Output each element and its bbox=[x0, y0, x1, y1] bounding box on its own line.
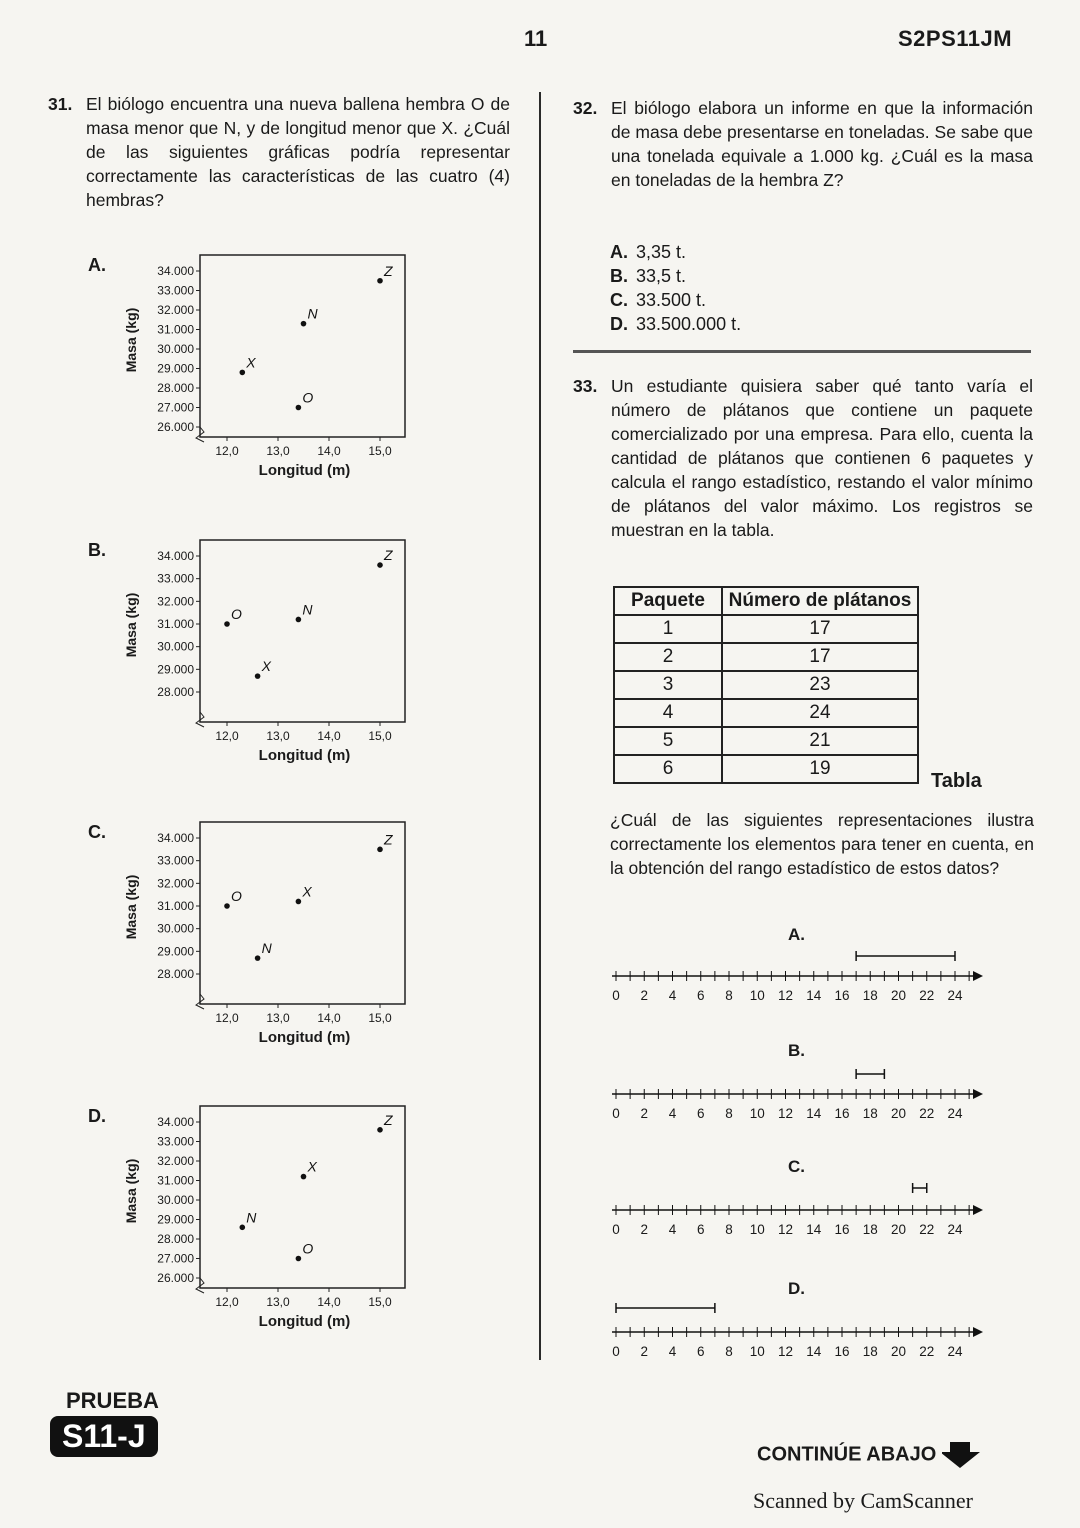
point-label: O bbox=[231, 606, 242, 622]
point-label: Z bbox=[384, 1111, 393, 1128]
tick-label: 6 bbox=[696, 1222, 705, 1237]
point-label: X bbox=[246, 354, 256, 371]
y-tick-label: 33.000 bbox=[157, 1134, 194, 1149]
scanner-watermark: Scanned by CamScanner bbox=[753, 1488, 973, 1513]
question-33-text: Un estudiante quisiera saber qué tanto varía el número de plátanos que contiene un paquete comercializado por una empresa. Para ello, cuenta la cantidad de plátanos que contienen 6 paquetes y calcula el rango estadístico, restando el valor mínimo de plátanos del valor máximo. Los registros se muestran en la tabla. bbox=[611, 376, 1033, 540]
x-tick-label: 13,0 bbox=[266, 444, 290, 458]
data-point-n bbox=[301, 321, 307, 327]
table-caption: Tabla bbox=[931, 770, 982, 792]
y-tick-label: 31.000 bbox=[157, 617, 194, 631]
option-text: 33.500 t. bbox=[636, 290, 707, 310]
y-tick-label: 34.000 bbox=[157, 831, 194, 845]
x-tick-label: 14,0 bbox=[317, 1295, 341, 1309]
y-tick-label: 27.000 bbox=[157, 1251, 194, 1266]
tick-label: 12 bbox=[777, 1222, 794, 1237]
question-32-text: El biólogo elabora un informe en que la información de masa debe presentarse en toneladas. Se sabe que una tonelada equivale a 1.000 kg. ¿Cuál es la masa en toneladas de la hembra Z? bbox=[611, 98, 1033, 190]
table-cell: 1 bbox=[614, 615, 722, 643]
exam-code: S2PS11JM bbox=[898, 26, 1013, 51]
tick-label: 24 bbox=[947, 988, 963, 1003]
y-tick-label: 26.000 bbox=[157, 420, 194, 434]
tick-label: 16 bbox=[834, 1344, 850, 1359]
number-line-option-1 bbox=[612, 925, 983, 1003]
point-label: N bbox=[307, 305, 318, 322]
x-tick-label: 14,0 bbox=[317, 1011, 341, 1025]
tick-label: 6 bbox=[696, 1106, 705, 1121]
tick-label: 8 bbox=[725, 1106, 733, 1121]
page-number: 11 bbox=[524, 26, 548, 51]
question-32 bbox=[573, 96, 1033, 192]
table-cell: 17 bbox=[722, 615, 918, 643]
point-label: N bbox=[246, 1209, 257, 1226]
y-tick-label: 29.000 bbox=[157, 662, 194, 677]
number-line-options bbox=[600, 910, 1020, 1370]
y-tick-label: 29.000 bbox=[157, 1212, 194, 1227]
arrow-right-icon bbox=[973, 971, 983, 981]
y-tick-label: 29.000 bbox=[157, 361, 194, 376]
y-tick-label: 28.000 bbox=[157, 1232, 194, 1246]
tick-label: 2 bbox=[640, 1106, 649, 1121]
prueba-label: PRUEBA bbox=[66, 1388, 159, 1413]
tick-label: 14 bbox=[806, 1106, 822, 1121]
number-line-option-3 bbox=[612, 1157, 983, 1237]
data-point-n bbox=[296, 617, 302, 623]
tick-label: 12 bbox=[777, 988, 794, 1003]
y-tick-label: 34.000 bbox=[157, 264, 194, 278]
tick-label: 14 bbox=[806, 1222, 822, 1237]
plot-frame bbox=[200, 1106, 405, 1288]
y-tick-label: 30.000 bbox=[157, 1193, 194, 1207]
tick-label: 16 bbox=[834, 988, 850, 1003]
tick-label: 24 bbox=[947, 1106, 963, 1121]
scatter-plot-2 bbox=[123, 540, 405, 764]
y-tick-label: 30.000 bbox=[157, 342, 194, 356]
data-point-z bbox=[377, 847, 383, 853]
option-letter: B. bbox=[788, 1041, 805, 1060]
tick-label: 0 bbox=[612, 1106, 620, 1121]
x-tick-label: 12,0 bbox=[215, 1295, 239, 1309]
point-label: Z bbox=[384, 547, 393, 564]
y-tick-label: 31.000 bbox=[157, 899, 194, 913]
plot-option-letter: C. bbox=[88, 822, 106, 842]
continue-below bbox=[757, 1440, 982, 1470]
exam-badge: S11-J bbox=[50, 1416, 158, 1457]
data-point-o bbox=[296, 1256, 302, 1262]
tick-label: 8 bbox=[725, 1222, 733, 1237]
option-text: 3,35 t. bbox=[636, 242, 687, 262]
option-letter: D. bbox=[788, 1279, 805, 1298]
data-point-o bbox=[224, 903, 230, 909]
tick-label: 24 bbox=[947, 1344, 963, 1359]
option-letter: C. bbox=[610, 290, 628, 310]
table-row bbox=[614, 671, 918, 699]
question-32-number: 32. bbox=[573, 98, 598, 118]
y-tick-label: 32.000 bbox=[157, 876, 194, 891]
y-tick-label: 30.000 bbox=[157, 921, 194, 936]
x-axis-label: Longitud (m) bbox=[258, 1029, 351, 1046]
table-row bbox=[614, 615, 918, 643]
point-label: O bbox=[302, 1240, 314, 1257]
y-tick-label: 34.000 bbox=[157, 549, 194, 563]
question-32-options bbox=[610, 240, 741, 336]
table-header-platanos: Número de plátanos bbox=[722, 587, 918, 615]
tick-label: 8 bbox=[725, 988, 733, 1003]
scatter-plot-3 bbox=[123, 822, 405, 1046]
tick-label: 16 bbox=[834, 1106, 850, 1121]
point-label: X bbox=[307, 1158, 317, 1175]
data-point-x bbox=[296, 899, 302, 905]
option-letter: D. bbox=[610, 314, 628, 334]
data-point-o bbox=[296, 405, 302, 411]
tick-label: 4 bbox=[668, 1222, 677, 1237]
y-tick-label: 34.000 bbox=[157, 1115, 194, 1129]
point-label: X bbox=[302, 883, 312, 900]
plot-option-letter: B. bbox=[88, 540, 106, 560]
x-tick-label: 15,0 bbox=[368, 1011, 392, 1025]
x-tick-label: 13,0 bbox=[266, 729, 290, 743]
y-tick-label: 33.000 bbox=[157, 571, 194, 586]
table-cell: 21 bbox=[722, 727, 918, 755]
option-text: 33,5 t. bbox=[636, 266, 687, 286]
number-line-option-2 bbox=[612, 1041, 983, 1121]
tick-label: 22 bbox=[919, 1344, 935, 1359]
table-row bbox=[614, 643, 918, 671]
y-tick-label: 33.000 bbox=[157, 853, 194, 868]
y-tick-label: 31.000 bbox=[157, 322, 194, 337]
tick-label: 16 bbox=[834, 1222, 850, 1237]
point-label: O bbox=[231, 888, 242, 904]
x-tick-label: 14,0 bbox=[317, 729, 341, 743]
y-tick-label: 28.000 bbox=[157, 967, 194, 981]
scatter-plot-4 bbox=[123, 1106, 405, 1330]
tick-label: 10 bbox=[749, 1344, 765, 1359]
x-tick-label: 15,0 bbox=[368, 729, 392, 743]
tick-label: 0 bbox=[612, 988, 620, 1003]
section-rule bbox=[573, 350, 1031, 353]
data-point-n bbox=[240, 1225, 246, 1231]
tick-label: 20 bbox=[890, 1222, 907, 1237]
plot-frame bbox=[200, 540, 405, 722]
tick-label: 22 bbox=[919, 1106, 935, 1121]
number-line-option-4 bbox=[612, 1279, 983, 1359]
tick-label: 10 bbox=[749, 1106, 765, 1121]
tick-label: 20 bbox=[890, 1344, 907, 1359]
question-31-number: 31. bbox=[48, 94, 73, 114]
y-tick-label: 30.000 bbox=[157, 639, 194, 654]
tick-label: 2 bbox=[640, 988, 649, 1003]
x-axis-label: Longitud (m) bbox=[258, 462, 351, 479]
y-axis-label: Masa (kg) bbox=[123, 592, 139, 658]
data-point-o bbox=[224, 621, 230, 627]
x-axis-label: Longitud (m) bbox=[258, 1313, 351, 1330]
y-tick-label: 28.000 bbox=[157, 381, 194, 395]
y-tick-label: 32.000 bbox=[157, 594, 194, 609]
tick-label: 4 bbox=[668, 1106, 677, 1121]
data-point-n bbox=[255, 955, 261, 961]
plot-option-letter: D. bbox=[88, 1106, 106, 1126]
question-33 bbox=[573, 374, 1033, 542]
x-tick-label: 12,0 bbox=[215, 1011, 239, 1025]
table-cell: 2 bbox=[614, 643, 722, 671]
table-row bbox=[614, 699, 918, 727]
tick-label: 22 bbox=[919, 988, 935, 1003]
tick-label: 10 bbox=[749, 1222, 765, 1237]
arrow-right-icon bbox=[973, 1327, 983, 1337]
table-cell: 3 bbox=[614, 671, 722, 699]
bananas-table bbox=[613, 586, 919, 784]
table-row bbox=[614, 755, 918, 783]
y-tick-label: 32.000 bbox=[157, 1154, 194, 1168]
tick-label: 14 bbox=[806, 988, 822, 1003]
data-point-x bbox=[301, 1174, 307, 1180]
data-point-x bbox=[255, 673, 261, 679]
table-cell: 6 bbox=[614, 755, 722, 783]
arrow-down-icon bbox=[942, 1440, 982, 1470]
y-tick-label: 32.000 bbox=[157, 303, 194, 317]
x-axis-label: Longitud (m) bbox=[258, 747, 351, 764]
x-tick-label: 12,0 bbox=[215, 729, 239, 743]
arrow-right-icon bbox=[973, 1205, 983, 1215]
table-cell: 17 bbox=[722, 643, 918, 671]
tick-label: 2 bbox=[640, 1222, 649, 1237]
tick-label: 4 bbox=[668, 988, 677, 1003]
tick-label: 24 bbox=[947, 1222, 963, 1237]
tick-label: 12 bbox=[777, 1344, 794, 1359]
y-tick-label: 28.000 bbox=[157, 685, 194, 699]
question-31-text: El biólogo encuentra una nueva ballena hembra O de masa menor que N, y de longitud menor que X. ¿Cuál de las siguientes gráficas podría representar correctamente las características de las cuatro (4) hembras? bbox=[86, 94, 510, 210]
table-header-paquete: Paquete bbox=[614, 587, 722, 615]
y-tick-label: 31.000 bbox=[157, 1173, 194, 1188]
tick-label: 6 bbox=[696, 1344, 705, 1359]
plot-frame bbox=[200, 822, 405, 1004]
data-point-z bbox=[377, 278, 383, 284]
tick-label: 2 bbox=[640, 1344, 649, 1359]
tick-label: 14 bbox=[806, 1344, 822, 1359]
option-a[interactable] bbox=[610, 240, 741, 264]
point-label: Z bbox=[384, 262, 393, 279]
y-tick-label: 26.000 bbox=[157, 1271, 194, 1285]
option-letter: A. bbox=[788, 925, 805, 944]
table-row bbox=[614, 727, 918, 755]
tick-label: 8 bbox=[725, 1344, 733, 1359]
point-label: X bbox=[261, 658, 271, 675]
option-c[interactable] bbox=[610, 288, 741, 312]
table-cell: 4 bbox=[614, 699, 722, 727]
option-letter: C. bbox=[788, 1157, 805, 1176]
tick-label: 10 bbox=[749, 988, 765, 1003]
tick-label: 20 bbox=[890, 1106, 907, 1121]
table-cell: 19 bbox=[722, 755, 918, 783]
table-cell: 24 bbox=[722, 699, 918, 727]
table-cell: 5 bbox=[614, 727, 722, 755]
tick-label: 20 bbox=[890, 988, 907, 1003]
x-tick-label: 15,0 bbox=[368, 444, 392, 458]
scatter-plots-svg bbox=[0, 0, 540, 1380]
arrow-right-icon bbox=[973, 1089, 983, 1099]
question-33-number: 33. bbox=[573, 376, 598, 396]
x-tick-label: 13,0 bbox=[266, 1011, 290, 1025]
y-axis-label: Masa (kg) bbox=[123, 874, 139, 940]
plot-option-letter: A. bbox=[88, 255, 106, 275]
point-label: N bbox=[261, 940, 272, 957]
scatter-plot-1 bbox=[123, 255, 405, 479]
tick-label: 18 bbox=[862, 1106, 878, 1121]
x-tick-label: 13,0 bbox=[266, 1295, 290, 1309]
data-point-z bbox=[377, 562, 383, 568]
tick-label: 22 bbox=[919, 1222, 935, 1237]
y-tick-label: 29.000 bbox=[157, 944, 194, 959]
option-text: 33.500.000 t. bbox=[636, 314, 742, 334]
option-b[interactable] bbox=[610, 264, 741, 288]
x-tick-label: 12,0 bbox=[215, 444, 239, 458]
data-point-x bbox=[240, 370, 246, 376]
table-cell: 23 bbox=[722, 671, 918, 699]
x-tick-label: 14,0 bbox=[317, 444, 341, 458]
y-axis-label: Masa (kg) bbox=[123, 1158, 139, 1224]
tick-label: 0 bbox=[612, 1222, 620, 1237]
option-d[interactable] bbox=[610, 312, 741, 336]
tick-label: 12 bbox=[777, 1106, 794, 1121]
tick-label: 0 bbox=[612, 1344, 620, 1359]
continue-text: CONTINÚE ABAJO bbox=[757, 1443, 937, 1466]
data-point-z bbox=[377, 1127, 383, 1133]
y-axis-label: Masa (kg) bbox=[123, 307, 139, 373]
point-label: N bbox=[302, 601, 313, 618]
plot-frame bbox=[200, 255, 405, 437]
tick-label: 18 bbox=[862, 988, 878, 1003]
option-letter: B. bbox=[610, 266, 628, 286]
x-tick-label: 15,0 bbox=[368, 1295, 392, 1309]
option-letter: A. bbox=[610, 242, 628, 262]
point-label: Z bbox=[384, 831, 393, 848]
tick-label: 18 bbox=[862, 1344, 878, 1359]
tick-label: 6 bbox=[696, 988, 705, 1003]
question-33-prompt: ¿Cuál de las siguientes representaciones ilustra correctamente los elementos para tener en cuenta, en la obtención del rango estadístico de estos datos? bbox=[610, 810, 1034, 878]
point-label: O bbox=[302, 389, 314, 406]
y-tick-label: 27.000 bbox=[157, 400, 194, 415]
tick-label: 4 bbox=[668, 1344, 677, 1359]
tick-label: 18 bbox=[862, 1222, 878, 1237]
y-tick-label: 33.000 bbox=[157, 283, 194, 298]
